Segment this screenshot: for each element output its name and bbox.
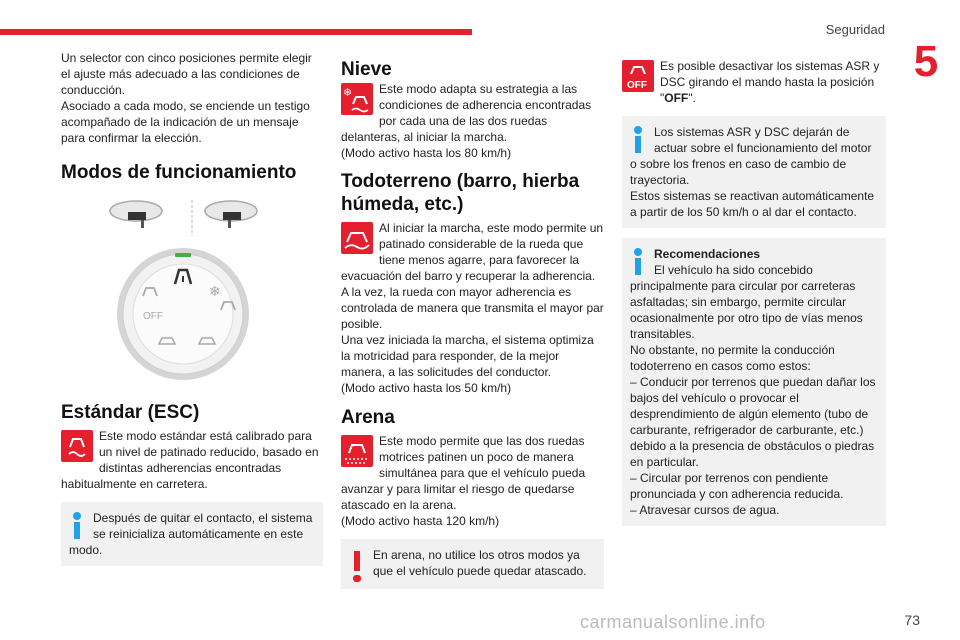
intro-paragraph: Un selector con cinco posiciones permite elegir el ajuste más adecuado a las condiciones de conducción. bbox=[61, 51, 312, 97]
sand-mode-paragraph bbox=[341, 433, 604, 513]
sand-limit: (Modo activo hasta 120 km/h) bbox=[341, 514, 500, 528]
off-text-pre: Es posible desactivar los sistemas ASR y DSC girando el mando hasta la posición " bbox=[660, 59, 880, 105]
warning-text: En arena, no utilice los otros modos ya que el vehículo puede quedar atascado. bbox=[373, 548, 587, 578]
info-text: Después de quitar el contacto, el sistema se reinicializa automáticamente en este modo. bbox=[69, 511, 313, 557]
reco-text-2: No obstante, no permite la conducción todoterreno en casos como estos: bbox=[630, 343, 835, 373]
info-box-asr-dsc bbox=[622, 116, 886, 228]
chapter-number: 5 bbox=[913, 37, 939, 86]
off-icon-label: OFF bbox=[627, 80, 647, 91]
info-icon bbox=[630, 248, 646, 276]
offroad-limit: (Modo activo hasta los 50 km/h) bbox=[341, 381, 512, 395]
info-icon bbox=[630, 126, 646, 154]
sand-mode-icon bbox=[341, 435, 373, 467]
info1-text: Los sistemas ASR y DSC dejarán de actuar sobre el funcionamiento del motor o sobre los frenos en caso de cambio de trayectoria. bbox=[630, 125, 872, 187]
page-number: 73 bbox=[904, 612, 920, 628]
selector-dial-figure bbox=[61, 184, 323, 394]
offroad-text-3: Una vez iniciada la marcha, el sistema optimiza la motricidad para responder, de la mejor manera, a las solicitudes del conductor. bbox=[341, 333, 594, 379]
snow-mode-icon bbox=[341, 83, 373, 115]
section-title: Seguridad bbox=[825, 22, 885, 37]
snow-limit: (Modo activo hasta los 80 km/h) bbox=[341, 146, 512, 160]
mode-selector-illustration bbox=[61, 184, 323, 394]
standard-mode-paragraph bbox=[61, 428, 323, 492]
svg-text:❄: ❄ bbox=[209, 284, 221, 300]
mode-dial bbox=[117, 248, 249, 380]
heading-modes: Modos de funcionamiento bbox=[61, 162, 297, 183]
snow-text: Este modo adapta su estrategia a las condiciones de adherencia encontradas por cada una de las dos ruedas delanteras, al iniciar la marcha. bbox=[341, 82, 592, 144]
info1-text-2: Estos sistemas se reactivan automáticamente a partir de los 50 km/h o al dar el contacto. bbox=[630, 189, 875, 219]
info-icon bbox=[69, 512, 85, 540]
offroad-mode-paragraph bbox=[341, 220, 604, 284]
offroad-text-2: A la vez, la rueda con mayor adherencia es controlada de manera que transmita el mayor par posible. bbox=[341, 285, 604, 331]
reco-item-1: – Conducir por terrenos que puedan dañar los bajos del vehículo o provocar el desprendimiento de algún elemento (tubo de carburante, refrigerador de carburante, etc.) debido a la presencia de obstáculos o piedras en particular. bbox=[630, 375, 876, 469]
column-2 bbox=[341, 50, 604, 589]
warning-icon bbox=[349, 551, 365, 581]
reco-title: Recomendaciones bbox=[654, 247, 761, 261]
steering-wheel-icon-left bbox=[110, 201, 162, 228]
info-box-recommendations bbox=[622, 238, 886, 526]
heading-sand: Arena bbox=[341, 407, 395, 428]
off-text-post: ". bbox=[688, 91, 696, 105]
intro-paragraph-2: Asociado a cada modo, se enciende un testigo acompañado de la indicación de un mensaje para confirmar la elección. bbox=[61, 99, 310, 145]
steering-wheel-icon-right bbox=[205, 201, 257, 228]
warning-box-sand bbox=[341, 539, 604, 589]
column-3 bbox=[622, 50, 886, 526]
esc-skid-icon bbox=[61, 430, 93, 462]
reco-item-3: – Atravesar cursos de agua. bbox=[630, 503, 780, 517]
snow-mode-paragraph bbox=[341, 81, 604, 145]
off-mode-paragraph bbox=[622, 58, 886, 106]
offroad-text-1: Al iniciar la marcha, este modo permite un patinado considerable de la rueda que tiene menos agarre, para favorecer la evacuación del barro y recuperar la adherencia. bbox=[341, 221, 604, 283]
sand-text: Este modo permite que las dos ruedas motrices patinen un poco de manera simultánea para que el vehículo pueda avanzar y para limitar el riesgo de quedarse atascado en la arena. bbox=[341, 434, 586, 512]
heading-standard: Estándar (ESC) bbox=[61, 402, 200, 423]
off-text-bold: OFF bbox=[664, 91, 689, 105]
heading-snow: Nieve bbox=[341, 59, 392, 80]
esc-off-icon bbox=[622, 60, 654, 92]
reco-item-2: – Circular por terrenos con pendiente pronunciada y con adherencia reducida. bbox=[630, 471, 844, 501]
heading-offroad: Todoterreno (barro, hierba húmeda, etc.) bbox=[341, 171, 580, 215]
header-accent-bar bbox=[0, 29, 472, 35]
standard-text: Este modo estándar está calibrado para un nivel de patinado reducido, basado en distintas adherencias encontradas habitualmente en carretera. bbox=[61, 429, 319, 491]
dial-off-label: OFF bbox=[143, 311, 163, 322]
reco-text-1: El vehículo ha sido concebido principalmente para circular por carreteras asfaltadas; sin embargo, permite circular ocasionalmente por otro tipo de vías menos transitables. bbox=[630, 263, 863, 341]
offroad-mode-icon bbox=[341, 222, 373, 254]
svg-text:❄: ❄ bbox=[343, 86, 353, 99]
watermark: carmanualsonline.info bbox=[580, 612, 766, 632]
column-1 bbox=[61, 50, 323, 566]
info-box-reset bbox=[61, 502, 323, 566]
